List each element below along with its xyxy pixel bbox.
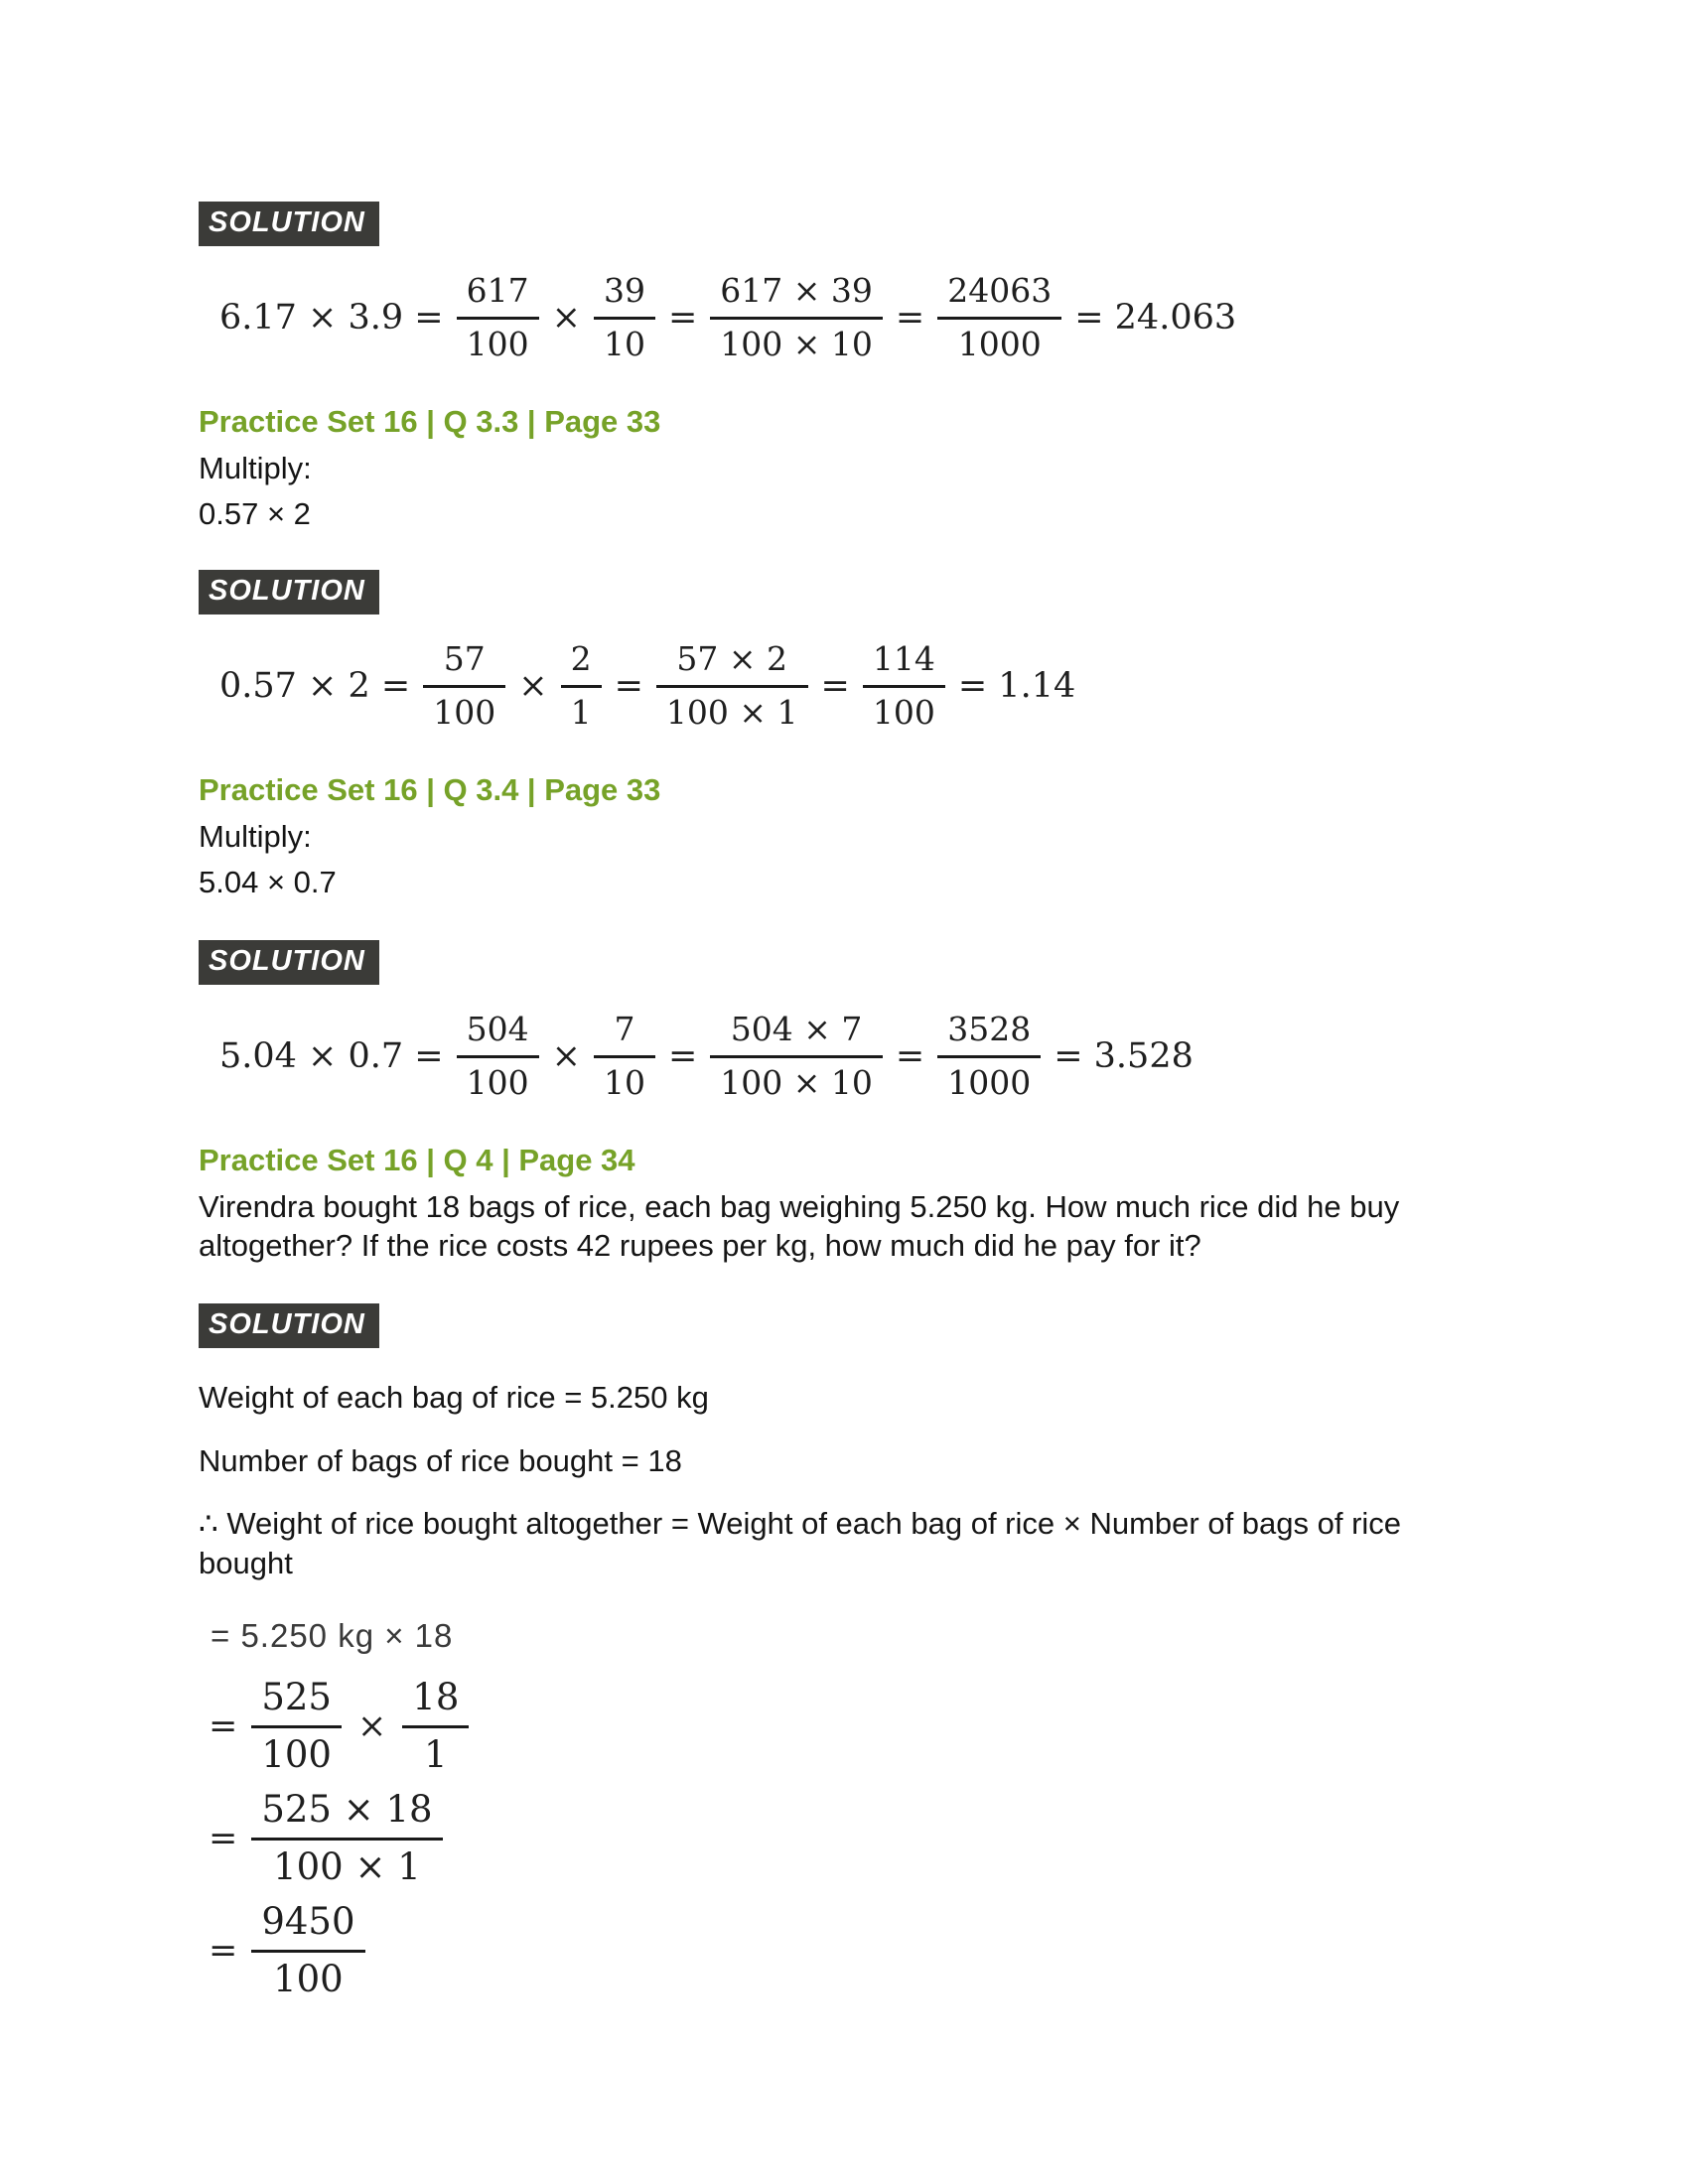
numerator: 39 bbox=[594, 272, 655, 320]
denominator: 100 bbox=[261, 1733, 332, 1777]
equals-sign: = bbox=[209, 1931, 238, 1972]
numerator: 18 bbox=[402, 1677, 469, 1729]
fraction bbox=[594, 1011, 655, 1102]
solution4-step-1: = 5.250 kg × 18 bbox=[211, 1616, 454, 1654]
numerator: 7 bbox=[594, 1011, 655, 1058]
denominator: 100 bbox=[872, 692, 935, 732]
times-sign: × bbox=[356, 1706, 387, 1747]
numerator: 57 × 2 bbox=[656, 640, 808, 688]
fraction bbox=[457, 272, 539, 363]
question-block-q4 bbox=[199, 1142, 1628, 1266]
numerator: 504 × 7 bbox=[710, 1011, 883, 1058]
fraction bbox=[594, 272, 655, 363]
solution-badge-3: SOLUTION bbox=[199, 940, 379, 985]
equation-3-lhs: 5.04 × 0.7 = bbox=[219, 1035, 444, 1076]
equation-2 bbox=[207, 640, 1628, 732]
question-expression-q34: 5.04 × 0.7 bbox=[199, 865, 337, 900]
times-sign: × bbox=[551, 297, 581, 338]
fraction bbox=[937, 272, 1061, 363]
fraction bbox=[402, 1677, 469, 1777]
denominator: 100 × 1 bbox=[665, 692, 798, 732]
question-block-q34 bbox=[199, 771, 1628, 902]
solution-badge-4: SOLUTION bbox=[199, 1303, 379, 1348]
solution4-step-4 bbox=[209, 1901, 1628, 2001]
denominator: 100 × 1 bbox=[273, 1845, 421, 1889]
solution4-step-3 bbox=[209, 1789, 1628, 1889]
equation-2-lhs: 0.57 × 2 = bbox=[219, 665, 411, 706]
numerator: 114 bbox=[863, 640, 945, 688]
question-label-q34: Multiply: bbox=[199, 818, 312, 854]
equation-1-result: = 24.063 bbox=[1074, 297, 1237, 338]
solution-badge-2: SOLUTION bbox=[199, 570, 379, 614]
denominator: 1 bbox=[424, 1733, 448, 1777]
numerator: 617 × 39 bbox=[710, 272, 883, 320]
numerator: 2 bbox=[561, 640, 602, 688]
practice-set-heading-q33: Practice Set 16 | Q 3.3 | Page 33 bbox=[199, 403, 661, 439]
equation-1-lhs: 6.17 × 3.9 = bbox=[219, 297, 444, 338]
equals-sign: = bbox=[820, 665, 850, 706]
fraction bbox=[656, 640, 808, 732]
numerator: 525 × 18 bbox=[251, 1789, 442, 1842]
denominator: 100 bbox=[466, 1062, 529, 1102]
equation-1 bbox=[207, 272, 1628, 363]
equals-sign: = bbox=[209, 1819, 238, 1859]
numerator: 617 bbox=[457, 272, 539, 320]
numerator: 57 bbox=[423, 640, 505, 688]
solution4-step-2 bbox=[209, 1677, 1628, 1777]
fraction bbox=[251, 1901, 364, 2001]
question-text-q4: Virendra bought 18 bags of rice, each bag weighing 5.250 kg. How much rice did he buy altogether? If the rice costs 42 rupees per kg, how much did he pay for it? bbox=[199, 1188, 1400, 1264]
denominator: 10 bbox=[603, 324, 645, 363]
denominator: 100 × 10 bbox=[720, 1062, 873, 1102]
fraction bbox=[561, 640, 602, 732]
solution4-line-3: ∴ Weight of rice bought altogether = Weight of each bag of rice × Number of bags of rice bought bbox=[199, 1506, 1402, 1580]
fraction bbox=[251, 1789, 442, 1889]
practice-set-heading-q34: Practice Set 16 | Q 3.4 | Page 33 bbox=[199, 771, 661, 807]
solution-badge-1: SOLUTION bbox=[199, 202, 379, 246]
question-block-q33 bbox=[199, 403, 1628, 534]
equals-sign: = bbox=[667, 1035, 698, 1076]
solution4-line-2: Number of bags of rice bought = 18 bbox=[199, 1442, 682, 1478]
equation-2-result: = 1.14 bbox=[957, 665, 1076, 706]
fraction bbox=[423, 640, 505, 732]
practice-set-heading-q4: Practice Set 16 | Q 4 | Page 34 bbox=[199, 1142, 635, 1177]
equals-sign: = bbox=[895, 297, 925, 338]
fraction bbox=[710, 1011, 883, 1102]
denominator: 1 bbox=[570, 692, 592, 732]
solution4-line-1: Weight of each bag of rice = 5.250 kg bbox=[199, 1379, 709, 1415]
numerator: 504 bbox=[457, 1011, 539, 1058]
numerator: 525 bbox=[251, 1677, 342, 1729]
equals-sign: = bbox=[667, 297, 698, 338]
fraction bbox=[863, 640, 945, 732]
equation-3 bbox=[207, 1011, 1628, 1102]
fraction bbox=[251, 1677, 342, 1777]
fraction bbox=[457, 1011, 539, 1102]
fraction bbox=[710, 272, 883, 363]
equation-3-result: = 3.528 bbox=[1054, 1035, 1194, 1076]
times-sign: × bbox=[518, 665, 548, 706]
numerator: 3528 bbox=[937, 1011, 1041, 1058]
numerator: 9450 bbox=[251, 1901, 364, 1954]
denominator: 1000 bbox=[957, 324, 1042, 363]
equals-sign: = bbox=[209, 1706, 238, 1747]
denominator: 10 bbox=[603, 1062, 645, 1102]
fraction bbox=[937, 1011, 1041, 1102]
denominator: 1000 bbox=[947, 1062, 1032, 1102]
denominator: 100 bbox=[433, 692, 496, 732]
denominator: 100 bbox=[273, 1958, 344, 2001]
numerator: 24063 bbox=[937, 272, 1061, 320]
times-sign: × bbox=[551, 1035, 581, 1076]
equals-sign: = bbox=[895, 1035, 925, 1076]
denominator: 100 × 10 bbox=[720, 324, 873, 363]
question-label-q33: Multiply: bbox=[199, 450, 312, 485]
question-expression-q33: 0.57 × 2 bbox=[199, 496, 311, 532]
denominator: 100 bbox=[466, 324, 529, 363]
equals-sign: = bbox=[614, 665, 643, 706]
